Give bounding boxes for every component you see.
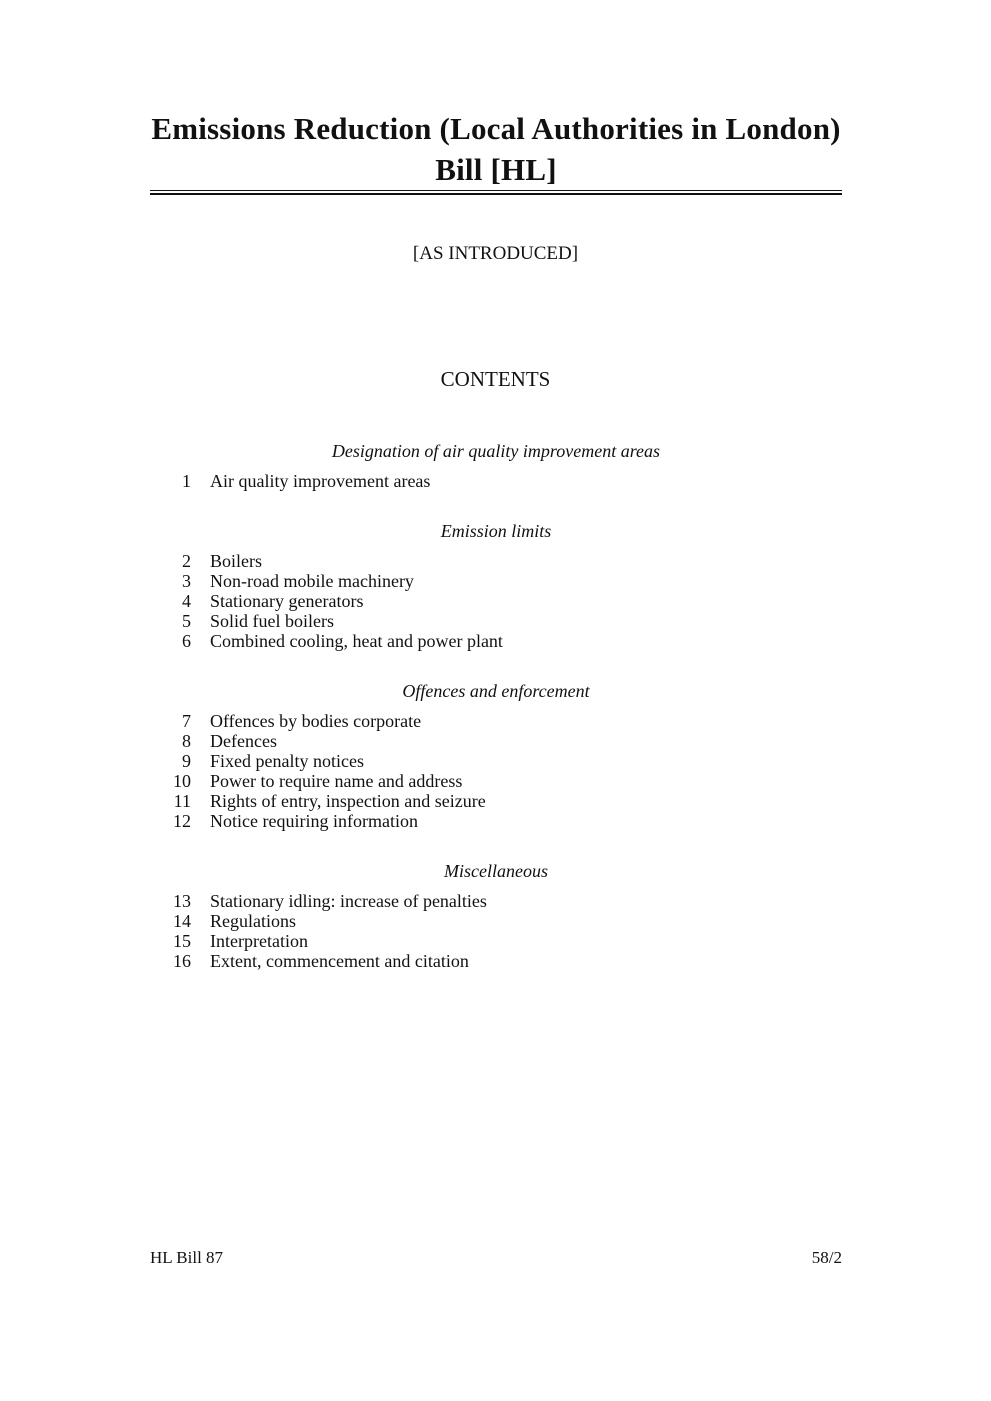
clause-title: Stationary generators (210, 591, 364, 611)
toc-entry[interactable] (150, 631, 842, 651)
section-heading: Designation of air quality improvement areas (331, 441, 661, 461)
clause-title: Notice requiring information (210, 811, 418, 831)
title-rule-thick (150, 193, 842, 195)
toc-entry[interactable] (150, 711, 842, 731)
clause-number: 10 (173, 771, 191, 791)
page-footer (150, 1248, 842, 1268)
toc-entry[interactable] (150, 471, 842, 491)
clause-title: Defences (210, 731, 277, 751)
toc-entry[interactable] (150, 911, 842, 931)
clause-title: Non-road mobile machinery (210, 571, 414, 591)
clause-number: 2 (182, 551, 191, 571)
clause-title: Combined cooling, heat and power plant (210, 631, 503, 651)
clause-number: 7 (182, 711, 191, 731)
clause-title: Regulations (210, 911, 296, 931)
toc-entry[interactable] (150, 811, 842, 831)
toc-entry[interactable] (150, 791, 842, 811)
clause-title: Boilers (210, 551, 262, 571)
clause-number: 3 (182, 571, 191, 591)
clause-number: 13 (173, 891, 191, 911)
toc-entry[interactable] (150, 891, 842, 911)
section-heading: Emission limits (440, 521, 552, 541)
bill-title-line1: Emissions Reduction (Local Authorities in London) (151, 111, 841, 146)
bill-status: [AS INTRODUCED] (412, 243, 579, 264)
section-heading: Miscellaneous (444, 861, 548, 881)
title-rule-thin (150, 190, 842, 191)
toc-section (150, 521, 842, 651)
clause-title: Offences by bodies corporate (210, 711, 422, 731)
toc-entry[interactable] (150, 551, 842, 571)
bill-number: HL Bill 87 (150, 1248, 224, 1267)
section-heading: Offences and enforcement (402, 681, 590, 701)
clause-number: 14 (173, 911, 191, 931)
clause-title: Power to require name and address (210, 771, 463, 791)
clause-number: 4 (182, 591, 191, 611)
toc-entry[interactable] (150, 751, 842, 771)
print-number: 58/2 (811, 1248, 842, 1267)
clause-number: 5 (182, 611, 191, 631)
bill-title-line2: Bill [HL] (435, 152, 557, 187)
toc-entry[interactable] (150, 771, 842, 791)
toc-section (150, 861, 842, 971)
toc-entry[interactable] (150, 931, 842, 951)
clause-title: Interpretation (210, 931, 308, 951)
clause-number: 8 (182, 731, 191, 751)
clause-number: 9 (182, 751, 191, 771)
clause-number: 12 (173, 811, 191, 831)
toc-section (150, 441, 842, 491)
clause-number: 15 (173, 931, 191, 951)
toc-entry[interactable] (150, 591, 842, 611)
bill-title (150, 108, 842, 190)
table-of-contents (150, 441, 842, 1001)
clause-number: 11 (173, 791, 191, 811)
toc-entry[interactable] (150, 951, 842, 971)
toc-entry[interactable] (150, 731, 842, 751)
clause-title: Solid fuel boilers (210, 611, 334, 631)
toc-section (150, 681, 842, 831)
clause-number: 1 (182, 471, 191, 491)
toc-entry[interactable] (150, 611, 842, 631)
clause-title: Air quality improvement areas (210, 471, 431, 491)
clause-number: 16 (173, 951, 191, 971)
toc-entry[interactable] (150, 571, 842, 591)
clause-number: 6 (182, 631, 191, 651)
clause-title: Extent, commencement and citation (210, 951, 469, 971)
contents-heading: CONTENTS (440, 367, 551, 391)
clause-title: Stationary idling: increase of penalties (210, 891, 487, 911)
clause-title: Rights of entry, inspection and seizure (210, 791, 486, 811)
clause-title: Fixed penalty notices (210, 751, 364, 771)
